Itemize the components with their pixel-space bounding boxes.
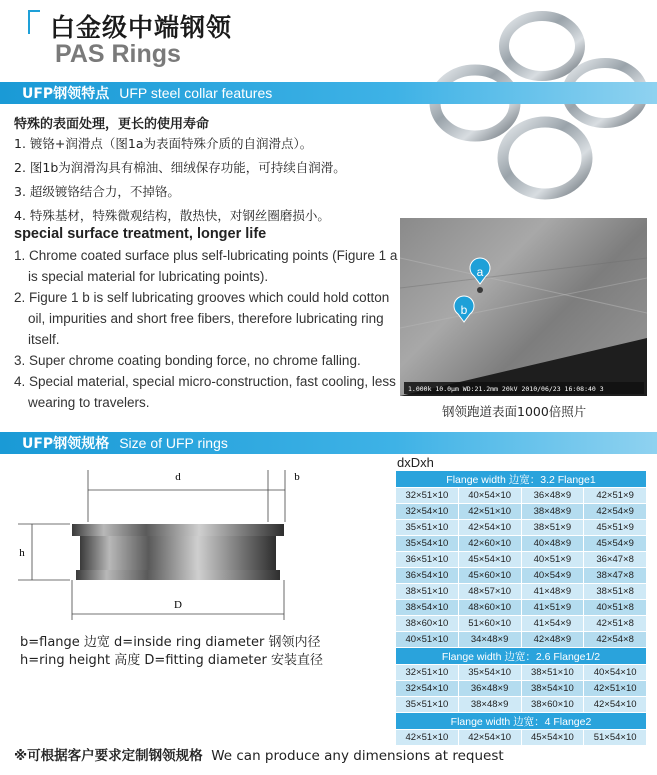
table-cell: 38×51×10 [396, 584, 459, 600]
marker-a-pin [470, 258, 490, 284]
features-list-cn [14, 132, 346, 228]
label-h: h [19, 547, 25, 559]
label-b: b [294, 471, 300, 483]
table-row [396, 681, 647, 697]
table-cell: 42×60×10 [458, 536, 521, 552]
table-cell: 48×60×10 [458, 600, 521, 616]
table-cell: 36×48×9 [458, 681, 521, 697]
photo-caption: 钢领跑道表面1000倍照片 [442, 404, 587, 419]
table-cell: 41×51×9 [521, 600, 584, 616]
table-cell: 42×51×9 [584, 488, 647, 504]
table-cell: 38×60×10 [396, 616, 459, 632]
table-cell: 38×47×8 [584, 568, 647, 584]
table-row [396, 600, 647, 616]
section-header-features [0, 82, 657, 104]
table-cell: 51×60×10 [458, 616, 521, 632]
table-cell: 48×57×10 [458, 584, 521, 600]
section-title-cn: UFP钢领特点 [22, 86, 110, 102]
footer-note [14, 744, 504, 764]
table-cell: 42×48×9 [521, 632, 584, 648]
label-d: d [175, 471, 181, 483]
table-row [396, 632, 647, 648]
table-cell: 42×54×8 [584, 632, 647, 648]
list-item: 3. 超级镀铬结合力，不掉铬。 [14, 184, 180, 199]
list-item: 1. 镀铬+润滑点（图1a为表面特殊介质的自润滑点）。 [14, 136, 313, 151]
table-cell: 34×48×9 [458, 632, 521, 648]
photo-scale-text: 1.000k 10.0μm WD:21.2mm 20kV 2010/06/23 16:08:40 3 [408, 385, 604, 393]
table-cell: 36×47×8 [584, 552, 647, 568]
table-cell: 35×51×10 [396, 697, 459, 713]
table-cell: 41×54×9 [521, 616, 584, 632]
list-item: 1. Chrome coated surface plus self-lubricating points (Figure 1 a is special material for lubricating points). [14, 248, 398, 284]
table-cell: 38×54×10 [396, 600, 459, 616]
table-cell: 42×51×10 [584, 681, 647, 697]
table-cell: 35×54×10 [458, 665, 521, 681]
table-row [396, 665, 647, 681]
footer-note-en: We can produce any dimensions at request [211, 748, 504, 764]
table-cell: 38×60×10 [521, 697, 584, 713]
features-heading-en: special surface treatment, longer life [14, 226, 267, 242]
section-title-en: Size of UFP rings [119, 435, 228, 451]
spec-group-header: Flange width 边宽：2.6 Flange1/2 [396, 648, 647, 665]
ring-shape [504, 16, 580, 76]
marker-a-label: a [476, 265, 484, 279]
table-cell: 38×48×9 [458, 697, 521, 713]
table-row [396, 568, 647, 584]
table-cell: 40×51×9 [521, 552, 584, 568]
list-item: 4. Special material, special micro-construction, fast cooling, less wearing to travelers. [14, 374, 396, 410]
table-row [396, 488, 647, 504]
ring-dimension-diagram [10, 462, 325, 627]
table-cell: 42×54×10 [458, 730, 521, 746]
table-cell: 42×51×8 [584, 616, 647, 632]
table-row [396, 536, 647, 552]
table-cell: 40×54×10 [458, 488, 521, 504]
table-cell: 45×51×9 [584, 520, 647, 536]
lubrication-point [477, 287, 483, 293]
section-title-cn: UFP钢领规格 [22, 436, 110, 452]
legend-line: b=flange 边宽 d=inside ring diameter 钢领内径 [20, 635, 321, 650]
page-title-cn: 白金级中端钢领 [50, 13, 233, 42]
page-title-en: PAS Rings [55, 40, 181, 68]
spec-table-title: dxDxh [397, 455, 434, 470]
table-cell: 42×54×9 [584, 504, 647, 520]
table-cell: 35×51×10 [396, 520, 459, 536]
table-cell: 42×54×10 [458, 520, 521, 536]
table-cell: 45×60×10 [458, 568, 521, 584]
table-row [396, 552, 647, 568]
microscope-photo [400, 218, 647, 396]
table-cell: 40×48×9 [521, 536, 584, 552]
spec-table-wrap [395, 470, 647, 746]
features-heading-cn: 特殊的表面处理，更长的使用寿命 [14, 117, 210, 132]
table-cell: 38×54×10 [521, 681, 584, 697]
table-cell: 45×54×10 [458, 552, 521, 568]
table-cell: 51×54×10 [584, 730, 647, 746]
corner-mark [28, 10, 40, 34]
table-cell: 45×54×10 [521, 730, 584, 746]
dimension-legend [20, 634, 323, 670]
table-cell: 42×54×10 [584, 697, 647, 713]
ring-shape [503, 122, 587, 194]
ring-base [76, 570, 280, 580]
spec-table [395, 470, 647, 746]
table-cell: 42×51×10 [396, 730, 459, 746]
marker-b-label: b [460, 303, 468, 317]
table-cell: 45×54×9 [584, 536, 647, 552]
table-cell: 35×54×10 [396, 536, 459, 552]
spec-group-header: Flange width 边宽：3.2 Flange1 [396, 471, 647, 488]
table-row [396, 697, 647, 713]
ring-flange [72, 524, 284, 536]
section-header-size [0, 432, 657, 454]
table-cell: 41×48×9 [521, 584, 584, 600]
marker-b-pin [454, 296, 474, 322]
section-title-en: UFP steel collar features [119, 85, 273, 101]
table-cell: 38×48×9 [521, 504, 584, 520]
table-cell: 36×51×10 [396, 552, 459, 568]
list-item: 2. Figure 1 b is self lubricating grooves which could hold cotton oil, impurities and short free fibers, therefore lubricating ring itself. [14, 290, 390, 347]
table-cell: 36×54×10 [396, 568, 459, 584]
spec-group-header: Flange width 边宽：4 Flange2 [396, 713, 647, 730]
table-cell: 40×51×8 [584, 600, 647, 616]
table-cell: 32×54×10 [396, 504, 459, 520]
table-cell: 42×51×10 [458, 504, 521, 520]
photo-texture [400, 218, 647, 396]
table-cell: 38×51×9 [521, 520, 584, 536]
ring-body [80, 536, 276, 570]
rings-illustration [410, 8, 650, 208]
table-cell: 32×51×10 [396, 665, 459, 681]
list-item: 3. Super chrome coating bonding force, no chrome falling. [14, 353, 361, 368]
table-cell: 38×51×8 [584, 584, 647, 600]
table-cell: 36×48×9 [521, 488, 584, 504]
table-cell: 32×51×10 [396, 488, 459, 504]
label-D: D [174, 599, 182, 611]
table-cell: 40×51×10 [396, 632, 459, 648]
table-row [396, 520, 647, 536]
table-cell: 38×51×10 [521, 665, 584, 681]
table-cell: 40×54×9 [521, 568, 584, 584]
footer-note-cn: ※可根据客户要求定制钢领规格 [14, 748, 203, 764]
list-item: 2. 图1b为润滑沟具有棉油、细绒保存功能，可持续自润滑。 [14, 160, 346, 175]
table-cell: 40×54×10 [584, 665, 647, 681]
list-item: 4. 特殊基材，特殊微观结构，散热快，对钢丝圈磨损小。 [14, 208, 330, 223]
table-row [396, 584, 647, 600]
legend-line: h=ring height 高度 D=fitting diameter 安装直径 [20, 653, 323, 668]
table-cell: 32×54×10 [396, 681, 459, 697]
features-list-en [14, 245, 399, 413]
table-row [396, 616, 647, 632]
table-row [396, 504, 647, 520]
